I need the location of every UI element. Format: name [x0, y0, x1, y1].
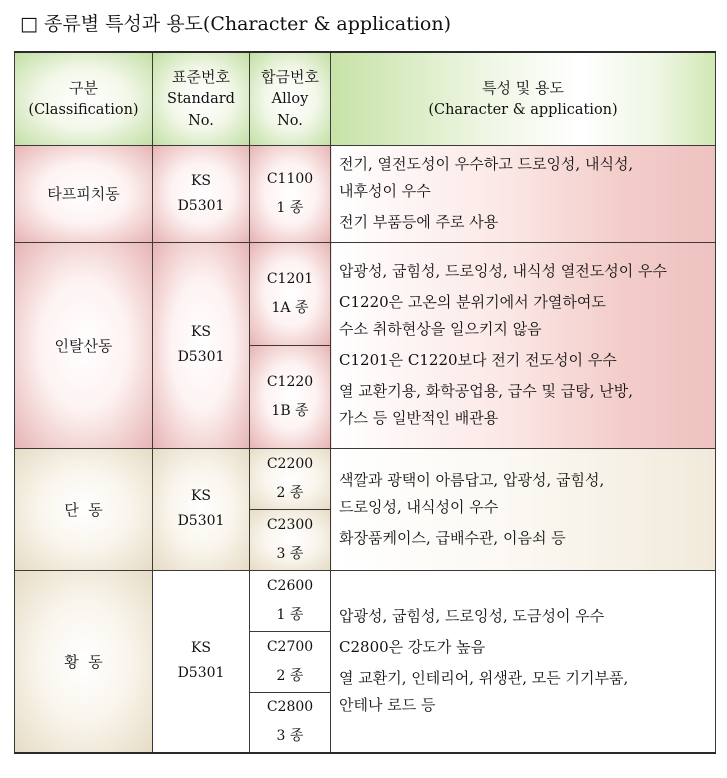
alloy-code: C1100 — [266, 170, 314, 187]
desc-line: 색깔과 광택이 아름답고, 압광성, 굽힘성, — [339, 470, 605, 489]
table-row — [15, 570, 716, 631]
desc-line: 열 교환기, 인테리어, 위생관, 모든 기기부품, — [339, 669, 629, 688]
standard-code: D5301 — [177, 197, 225, 214]
row-standard — [153, 570, 250, 753]
header-classification — [15, 52, 153, 145]
desc-line: 압광성, 굽힘성, 드로잉성, 내식성 열전도성이 우수 — [339, 262, 667, 280]
desc-line: 드로잉성, 내식성이 우수 — [339, 497, 499, 516]
header-row — [15, 52, 716, 145]
header-alloy-en: Alloy — [271, 90, 309, 107]
header-classification-en: (Classification) — [28, 101, 139, 118]
desc-line: C1201은 C1220보다 전기 전도성이 우수 — [339, 351, 617, 369]
header-standard-no: No. — [188, 112, 214, 129]
alloy-grade: 3 종 — [276, 545, 304, 562]
desc-line: 전기 부품등에 주로 사용 — [339, 213, 499, 231]
desc-line: 압광성, 굽힘성, 드로잉성, 도금성이 우수 — [339, 607, 605, 626]
alloy-code: C2700 — [266, 638, 314, 655]
row-standard — [153, 145, 250, 242]
header-alloy-ko: 합금번호 — [261, 67, 319, 86]
desc-line: 열 교환기용, 화학공업용, 급수 및 급탕, 난방, — [339, 382, 634, 400]
header-alloy — [250, 52, 331, 145]
row-alloy — [250, 345, 331, 448]
alloy-grade: 2 종 — [276, 484, 304, 501]
header-classification-ko: 구분 — [69, 78, 98, 97]
header-character-en: (Character & application) — [428, 101, 618, 118]
alloy-code: C2800 — [266, 699, 314, 716]
alloy-grade: 1A 종 — [271, 299, 309, 316]
desc-line: 화장품케이스, 급배수관, 이음쇠 등 — [339, 528, 566, 547]
desc-line: C1220은 고온의 분위기에서 가열하여도 — [339, 293, 606, 311]
standard-ks: KS — [190, 172, 212, 189]
standard-ks: KS — [190, 488, 212, 504]
row-alloy — [250, 242, 331, 345]
row-standard — [153, 242, 250, 448]
header-character — [331, 52, 716, 145]
header-standard-ko: 표준번호 — [172, 67, 230, 86]
desc-line: C2800은 강도가 높음 — [339, 638, 486, 657]
row-alloy — [250, 448, 331, 509]
standard-code: D5301 — [177, 349, 225, 365]
header-standard — [153, 52, 250, 145]
table-row — [15, 448, 716, 509]
standard-code: D5301 — [177, 513, 225, 529]
alloy-table — [14, 51, 716, 754]
alloy-code: C2300 — [266, 516, 314, 533]
desc-line: 수소 취하현상을 일으키지 않음 — [339, 320, 542, 338]
alloy-code: C1201 — [266, 270, 314, 287]
row-classification: 황 동 — [15, 570, 153, 753]
row-classification: 타프피치동 — [15, 145, 153, 242]
row-description — [331, 448, 716, 570]
row-alloy — [250, 145, 331, 242]
standard-code: D5301 — [177, 665, 225, 682]
row-classification: 인탈산동 — [15, 242, 153, 448]
table-row — [15, 145, 716, 242]
alloy-grade: 1 종 — [276, 199, 304, 216]
row-description — [331, 145, 716, 242]
alloy-grade: 2 종 — [276, 667, 304, 684]
alloy-grade: 1 종 — [276, 606, 304, 623]
row-alloy — [250, 570, 331, 631]
alloy-code: C1220 — [266, 373, 314, 390]
row-alloy — [250, 509, 331, 570]
desc-line: 전기, 열전도성이 우수하고 드로잉성, 내식성, — [339, 155, 634, 173]
row-description — [331, 570, 716, 753]
alloy-grade: 1B 종 — [271, 402, 309, 419]
header-character-ko: 특성 및 용도 — [482, 78, 564, 97]
table-row — [15, 242, 716, 345]
row-alloy — [250, 692, 331, 753]
desc-line: 안테나 로드 등 — [339, 696, 436, 715]
desc-line: 가스 등 일반적인 배관용 — [339, 409, 499, 427]
page-title: □ 종류별 특성과 용도(Character & application) — [20, 13, 451, 35]
standard-ks: KS — [190, 640, 212, 657]
alloy-code: C2600 — [266, 577, 314, 594]
row-alloy — [250, 631, 331, 692]
header-alloy-no: No. — [277, 112, 303, 129]
alloy-grade: 3 종 — [276, 728, 304, 745]
row-description — [331, 242, 716, 448]
row-standard — [153, 448, 250, 570]
alloy-code: C2200 — [266, 455, 314, 472]
header-standard-en: Standard — [167, 90, 235, 107]
row-classification: 단 동 — [15, 448, 153, 570]
standard-ks: KS — [190, 324, 212, 340]
desc-line: 내후성이 우수 — [339, 182, 431, 200]
